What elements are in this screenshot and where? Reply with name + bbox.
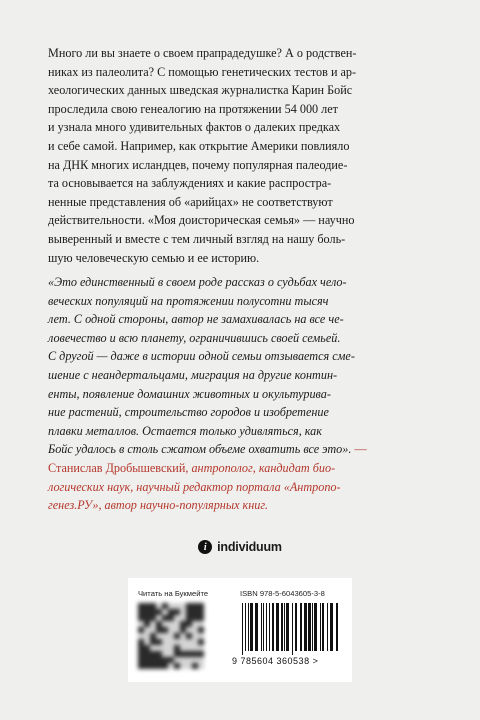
barcode-bar	[322, 603, 324, 651]
description-line: проследила свою генеалогию на протяжении 54 000 лет	[48, 101, 338, 116]
description-line: хеологических данных шведская журналистка Карин Бойс	[48, 83, 353, 98]
barcode-bar	[263, 603, 264, 651]
qr-module	[174, 609, 180, 615]
description-line: та основывается на заблуждениях и какие распростра-	[48, 176, 332, 191]
qr-module	[198, 627, 204, 633]
qr-module	[186, 633, 192, 639]
qr-module	[174, 663, 180, 669]
attribution-role-line: генез.РУ», автор научно-популярных книг.	[48, 498, 269, 513]
qr-module	[162, 663, 168, 669]
barcode-bar	[300, 603, 302, 651]
barcode-bar	[320, 603, 321, 651]
barcode-bar	[272, 603, 274, 651]
description-line: действительности. «Моя доисторическая семья» — научно	[48, 213, 355, 228]
barcode-bar	[286, 603, 289, 651]
attribution-dash: —	[351, 442, 367, 457]
barcode-bar	[330, 603, 333, 651]
barcode-bar	[245, 603, 246, 651]
quote-line: Бойс удалось в столь сжатом объеме охватить все это». —	[48, 442, 367, 457]
description-line: никах из палеолита? С помощью генетических тестов и ар-	[48, 64, 357, 79]
quote-line: С другой — даже в истории одной семьи отзывается сме-	[48, 349, 355, 364]
description-line: и себе самой. Например, как открытие Америки повлияло	[48, 138, 350, 153]
review-quote	[48, 273, 432, 515]
qr-module	[168, 615, 174, 621]
book-description	[48, 44, 432, 267]
quote-line: ние растений, строительство городов и изобретение	[48, 405, 329, 420]
barcode-bar	[248, 603, 249, 651]
barcode-bar	[250, 603, 253, 651]
individuum-i-icon: i	[198, 540, 212, 554]
qr-module	[174, 633, 180, 639]
isbn-card	[128, 578, 352, 682]
qr-module	[156, 639, 162, 645]
barcode-bar	[284, 603, 285, 651]
barcode-bar	[266, 603, 267, 651]
quote-line: плавки металлов. Остается только удивляться, как	[48, 423, 322, 438]
description-line: ненные представления об «арийцах» не соответствуют	[48, 194, 333, 209]
barcode-bar	[242, 603, 243, 655]
quote-body	[48, 273, 432, 459]
quote-line: енты, появление домашних животных и окультурива-	[48, 386, 331, 401]
qr-caption: Читать на Букмейте	[138, 589, 209, 598]
barcode-bar	[292, 603, 293, 655]
attribution-role-continuation	[48, 478, 432, 515]
description-line: шую человеческую семью и ее историю.	[48, 250, 260, 265]
isbn-number: ISBN 978-5-6043605-3-8	[240, 589, 325, 598]
qr-module	[192, 663, 198, 669]
barcode-bar	[304, 603, 307, 651]
barcode-bar	[276, 603, 279, 651]
barcode-digits: 9 785604 360538 >	[232, 656, 319, 666]
barcode-bar	[295, 603, 297, 651]
barcode-bar	[255, 603, 258, 651]
description-line: Много ли вы знаете о своем прапрадедушке? А о родствен-	[48, 46, 357, 60]
qr-module	[198, 615, 204, 621]
quote-line: «Это единственный в своем роде рассказ о судьбах чело-	[48, 275, 347, 289]
qr-module	[162, 627, 168, 633]
attribution-role: антрополог, кандидат био-	[188, 460, 336, 475]
barcode-bar	[281, 603, 283, 651]
qr-module	[198, 651, 204, 657]
publisher-logo	[0, 540, 480, 554]
attribution-role-line: логических наук, научный редактор портала «Антропо-	[48, 479, 341, 494]
barcode-bar	[308, 603, 311, 651]
qr-module	[138, 627, 144, 633]
qr-module	[186, 621, 192, 627]
barcode-icon	[240, 603, 344, 655]
quote-attribution	[48, 459, 432, 478]
description-line: на ДНК многих исландцев, почему популярная палеодие-	[48, 157, 348, 172]
barcode-bar	[261, 603, 262, 651]
barcode-bar	[336, 603, 338, 651]
attribution-name: Станислав Дробышевский,	[48, 460, 189, 475]
quote-line: лет. С одной стороны, автор не замахивалась на все че-	[48, 312, 344, 327]
publisher-name: individuum	[217, 540, 282, 554]
barcode-bar	[327, 603, 328, 651]
qr-module	[144, 621, 150, 627]
barcode-bar	[314, 603, 317, 651]
barcode-bar	[269, 603, 270, 651]
qr-module	[198, 639, 204, 645]
description-line: выверенный и вместе с тем личный взгляд на нашу боль-	[48, 231, 346, 246]
description-line: и узнала много удивительных фактов о далеких предках	[48, 120, 341, 135]
barcode-bar	[312, 603, 313, 651]
quote-line: шение с неандертальцами, миграция на другие контин-	[48, 367, 338, 382]
quote-line: веческих популяций на протяжении полусотни тысяч	[48, 293, 329, 308]
qr-code-icon[interactable]	[138, 603, 204, 669]
quote-line: ловечество и всю планету, ограничившись своей семьей.	[48, 330, 341, 345]
